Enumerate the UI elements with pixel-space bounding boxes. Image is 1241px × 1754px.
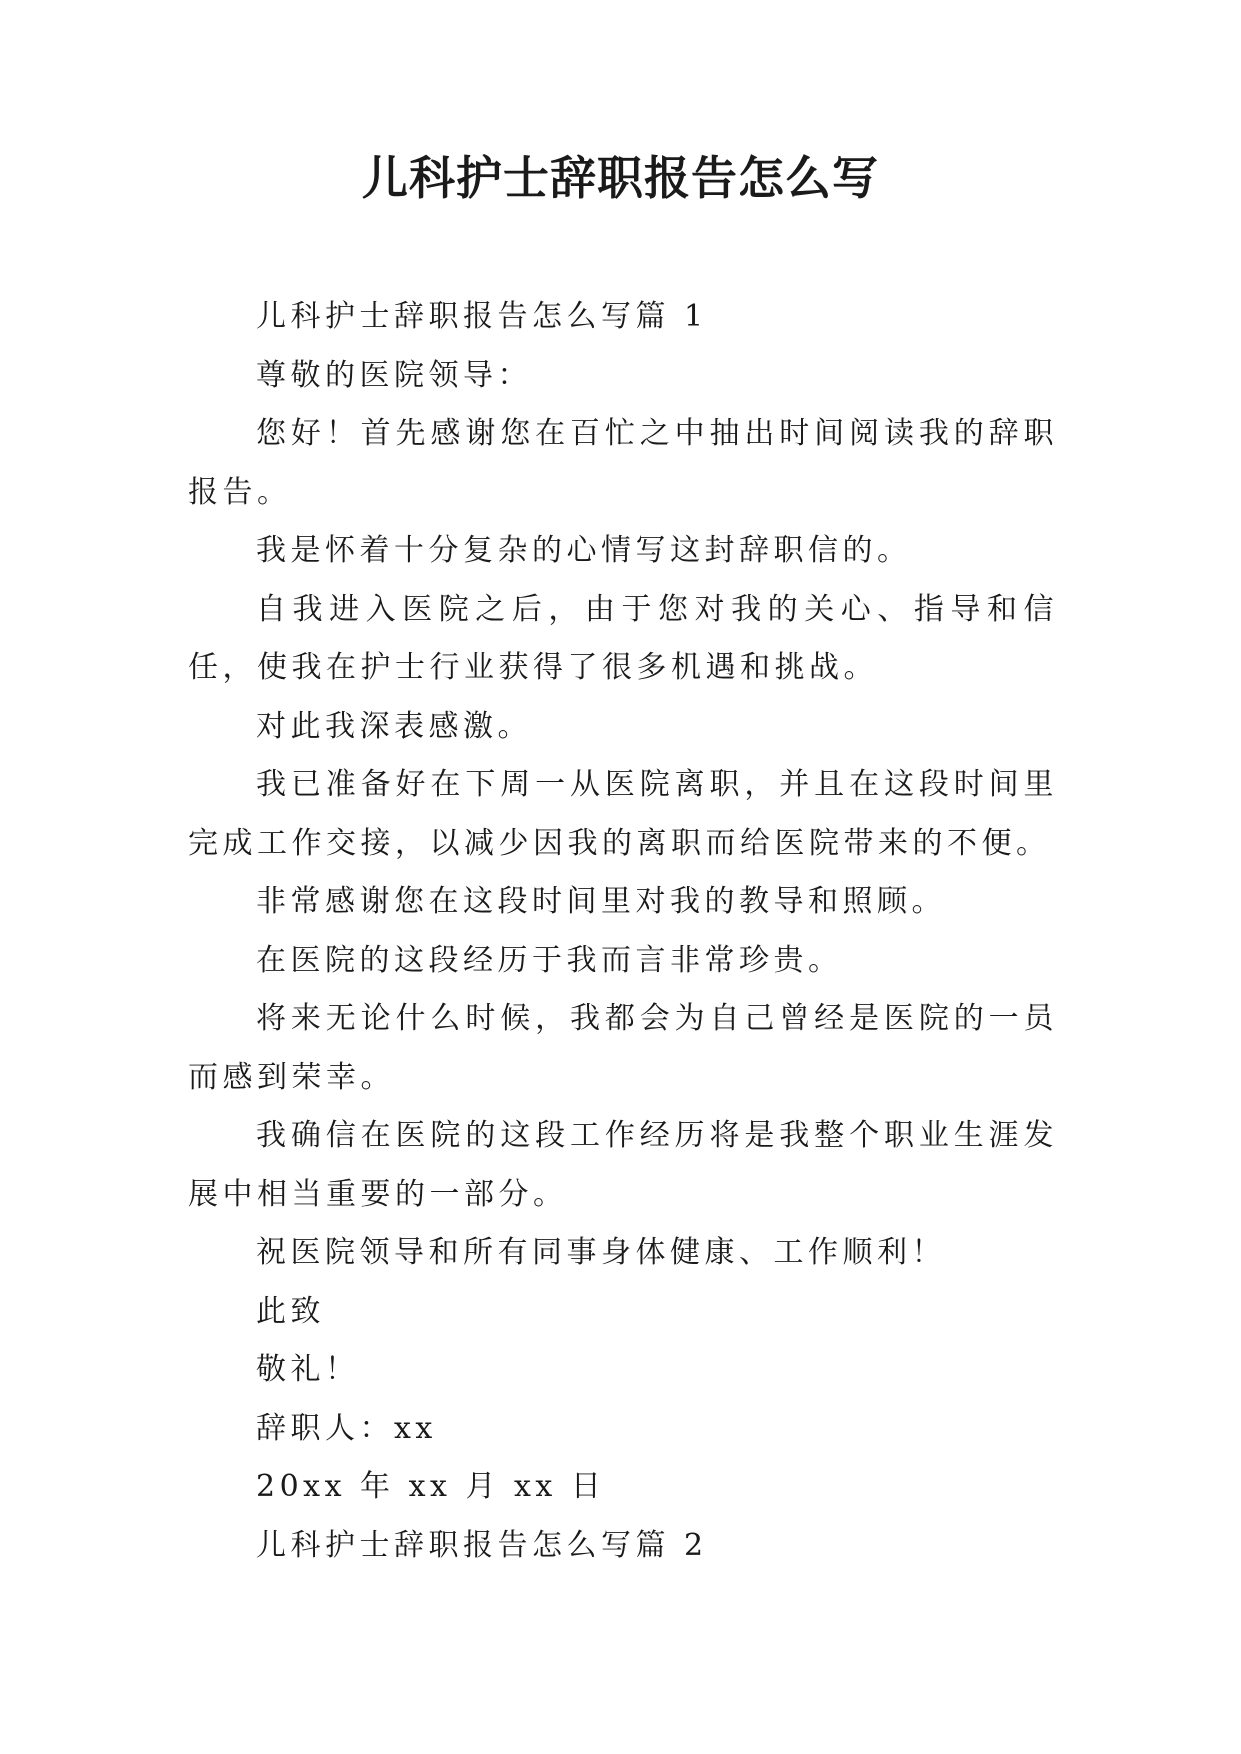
closing-phrase: 此致 xyxy=(256,1293,325,1329)
body-paragraph: 非常感谢您在这段时间里对我的教导和照顾。 xyxy=(256,884,946,919)
closing-wish: 祝医院领导和所有同事身体健康、工作顺利！ xyxy=(256,1235,946,1270)
section-heading: 儿科护士辞职报告怎么写篇 1 xyxy=(256,299,708,334)
document-title: 儿科护士辞职报告怎么写 xyxy=(362,151,879,205)
document-body xyxy=(188,288,1058,1575)
body-paragraph: 将来无论什么时候，我都会为自己曾经是医院的一员而感到荣幸。 xyxy=(188,1001,1058,1095)
signature-line: 辞职人：xx xyxy=(256,1410,437,1446)
body-paragraph: 在医院的这段经历于我而言非常珍贵。 xyxy=(256,942,843,978)
body-paragraph: 我已准备好在下周一从医院离职，并且在这段时间里完成工作交接，以减少因我的离职而给医院带来的不便。 xyxy=(188,767,1058,861)
body-paragraph: 您好！首先感谢您在百忙之中抽出时间阅读我的辞职报告。 xyxy=(188,416,1058,510)
body-paragraph: 对此我深表感激。 xyxy=(256,708,532,744)
closing-salute: 敬礼！ xyxy=(256,1352,360,1387)
body-paragraph: 自我进入医院之后，由于您对我的关心、指导和信任，使我在护士行业获得了很多机遇和挑战。 xyxy=(188,591,1058,685)
section-heading: 儿科护士辞职报告怎么写篇 2 xyxy=(256,1527,708,1563)
salutation: 尊敬的医院领导： xyxy=(256,357,532,393)
date-line: 20xx 年 xx 月 xx 日 xyxy=(256,1469,606,1504)
body-paragraph: 我是怀着十分复杂的心情写这封辞职信的。 xyxy=(256,533,912,568)
body-paragraph: 我确信在医院的这段工作经历将是我整个职业生涯发展中相当重要的一部分。 xyxy=(188,1118,1058,1212)
